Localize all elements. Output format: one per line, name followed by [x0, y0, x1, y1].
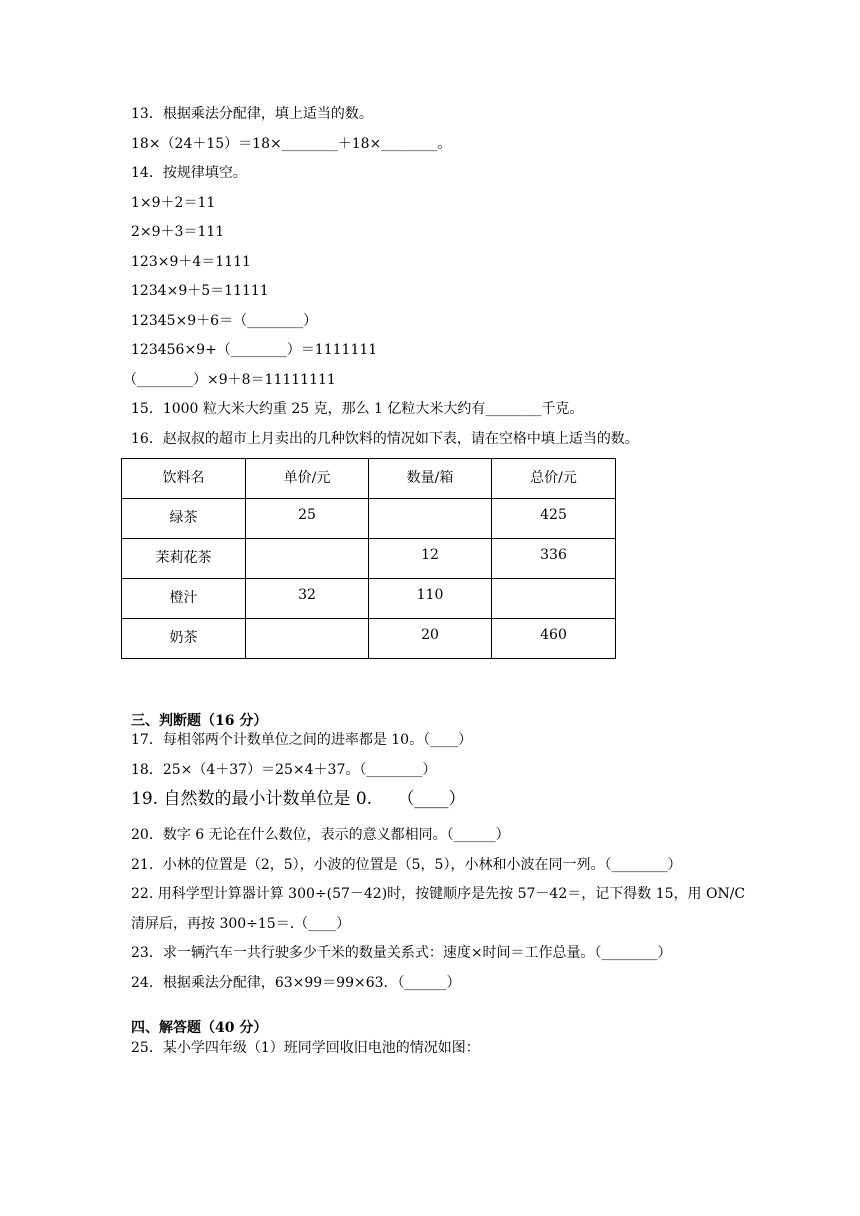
q14-line-6: 123456×9+（________）＝1111111 [131, 342, 378, 358]
table-cell: 460 [492, 619, 616, 659]
q14-text: 14．按规律填空。 [131, 165, 247, 181]
section-title-judge: 三、判断题（16 分） [131, 713, 268, 729]
table-row [122, 619, 616, 659]
question-19: 19. 自然数的最小计数单位是 0. （____） [131, 789, 466, 809]
q13-expression: 18×（24＋15）＝18×________＋18×________。 [131, 136, 452, 152]
question-23: 23．求一辆汽车一共行驶多少千米的数量关系式：速度×时间＝工作总量。（________） [131, 945, 672, 961]
q14-line-2: 2×9＋3＝111 [131, 224, 225, 240]
header-cell: 饮料名 [122, 459, 246, 499]
question-22-line-2: 清屏后，再按 300÷15＝.（____） [131, 916, 351, 932]
header-cell: 总价/元 [492, 459, 616, 499]
q14-line-1: 1×9＋2＝11 [131, 195, 216, 211]
q14-line-7: （________）×9＋8＝11111111 [123, 372, 336, 388]
table-cell: 橙汁 [122, 579, 246, 619]
table-cell: 25 [246, 499, 369, 539]
question-22-line-1: 22. 用科学型计算器计算 300÷(57－42)时，按键顺序是先按 57－42＝，记下得数 15，用 ON/C [131, 886, 746, 902]
table-cell [246, 539, 369, 579]
question-21: 21．小林的位置是（2，5），小波的位置是（5，5），小林和小波在同一列。（________） [131, 857, 682, 873]
question-15: 15．1000 粒大米大约重 25 克，那么 1 亿粒大米大约有________千克。 [131, 401, 584, 417]
table-cell: 425 [492, 499, 616, 539]
header-cell: 单价/元 [246, 459, 369, 499]
table-cell: 奶茶 [122, 619, 246, 659]
table-row [122, 539, 616, 579]
table-cell: 12 [369, 539, 492, 579]
table-cell: 336 [492, 539, 616, 579]
question-24: 24．根据乘法分配律，63×99＝99×63．（______） [131, 975, 461, 991]
question-18: 18．25×（4＋37）＝25×4＋37。（________） [131, 762, 437, 778]
table-row [122, 579, 616, 619]
table-cell [369, 499, 492, 539]
table-cell: 20 [369, 619, 492, 659]
question-25: 25．某小学四年级（1）班同学回收旧电池的情况如图： [131, 1040, 480, 1056]
table-cell: 32 [246, 579, 369, 619]
table-cell [246, 619, 369, 659]
section-title-answer: 四、解答题（40 分） [131, 1020, 268, 1036]
table-cell: 110 [369, 579, 492, 619]
question-16: 16．赵叔叔的超市上月卖出的几种饮料的情况如下表，请在空格中填上适当的数。 [131, 431, 639, 447]
drinks-table [121, 458, 616, 659]
table-cell [492, 579, 616, 619]
table-header-row [122, 459, 616, 499]
question-17: 17．每相邻两个计数单位之间的进率都是 10。（____） [131, 732, 473, 748]
question-20: 20．数字 6 无论在什么数位，表示的意义都相同。（______） [131, 827, 510, 843]
q14-line-3: 123×9＋4＝1111 [131, 254, 251, 270]
table-row [122, 499, 616, 539]
header-cell: 数量/箱 [369, 459, 492, 499]
q14-line-5: 12345×9＋6＝（________） [131, 313, 318, 329]
q14-line-4: 1234×9＋5＝11111 [131, 283, 269, 299]
table-cell: 茉莉花茶 [122, 539, 246, 579]
q13-text: 13．根据乘法分配律，填上适当的数。 [131, 106, 373, 122]
table-cell: 绿茶 [122, 499, 246, 539]
